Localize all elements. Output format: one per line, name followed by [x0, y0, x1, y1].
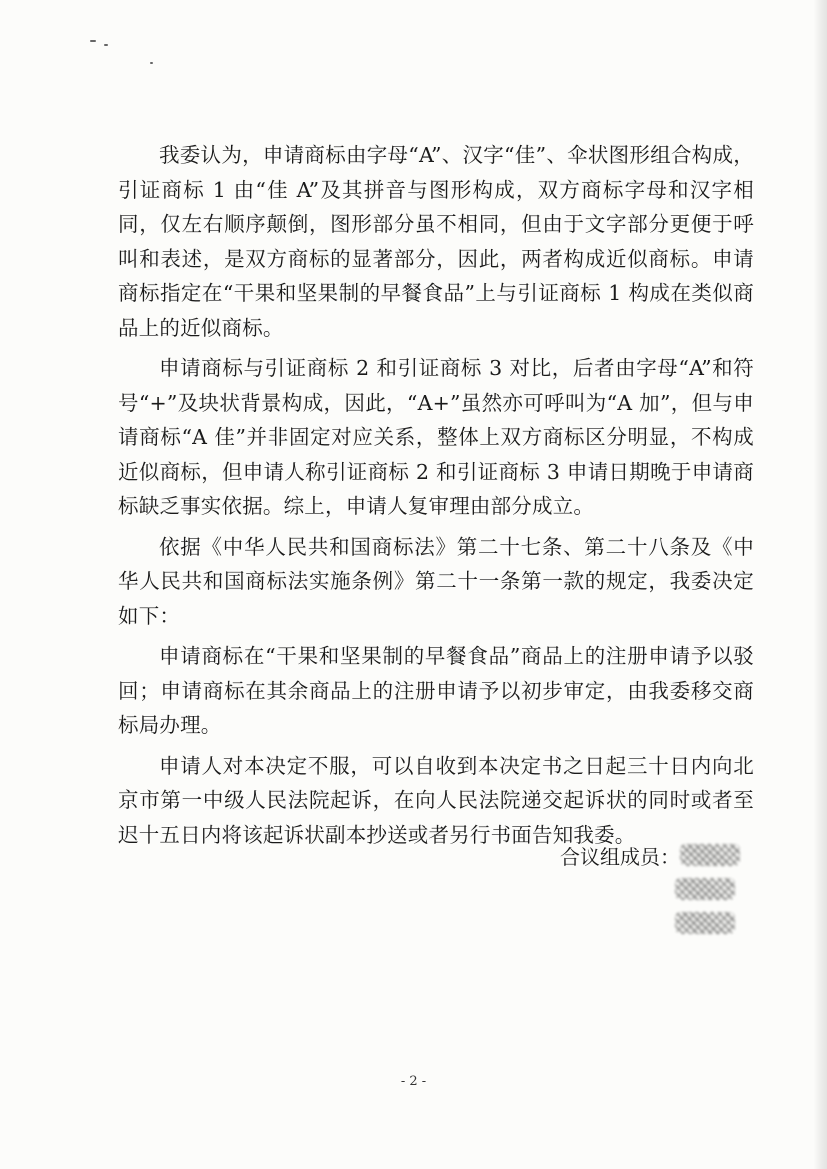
signature-redacted	[680, 844, 740, 866]
page-number: - 2 -	[400, 1074, 427, 1089]
paragraph-comparison: 申请商标与引证商标 2 和引证商标 3 对比，后者由字母“A”和符号“+”及块状背景构成，因此，“A+”虽然亦可呼叫为“A 加”，但与申请商标“A 佳”并非固定对应关系，整体上双方商标区分明显，不构成近似商标，但申请人称引证商标 2 和引证商标 3 申请日期晚于申请商标缺乏事实依据。综上，申请人复审理由部分成立。	[118, 356, 754, 518]
signature-redacted	[675, 878, 735, 900]
paragraph-appeal-notice: 申请人对本决定不服，可以自收到本决定书之日起三十日内向北京市第一中级人民法院起诉，在向人民法院递交起诉状的同时或者至迟十五日内将该起诉状副本抄送或者另行书面告知我委。	[118, 753, 754, 847]
paragraph-legal-basis: 依据《中华人民共和国商标法》第二十七条、第二十八条及《中华人民共和国商标法实施条例》第二十一条第一款的规定，我委决定如下：	[118, 534, 754, 628]
panel-label: 合议组成员：	[560, 844, 680, 869]
scan-edge-shadow	[813, 0, 827, 1169]
paragraph-opinion: 我委认为，申请商标由字母“A”、汉字“佳”、伞状图形组合构成，引证商标 1 由“佳 A”及其拼音与图形构成，双方商标字母和汉字相同，仅左右顺序颠倒，图形部分虽不相同，但由于文字部分更便于呼叫和表述，是双方商标的显著部分，因此，两者构成近似商标。申请商标指定在“干果和坚果制的早餐食品”上与引证商标 1 构成在类似商品上的近似商标。	[118, 143, 754, 340]
panel-member-row	[560, 906, 760, 940]
panel-member-row	[560, 838, 760, 872]
decision-body	[118, 138, 754, 858]
panel-member-row	[560, 872, 760, 906]
scan-speck	[150, 62, 153, 64]
paragraph-decision: 申请商标在“干果和坚果制的早餐食品”商品上的注册申请予以驳回；申请商标在其余商品上的注册申请予以初步审定，由我委移交商标局办理。	[118, 644, 754, 737]
scan-speck	[90, 40, 96, 42]
signature-redacted	[675, 912, 735, 934]
panel-members	[560, 838, 760, 940]
scan-speck	[104, 44, 108, 46]
